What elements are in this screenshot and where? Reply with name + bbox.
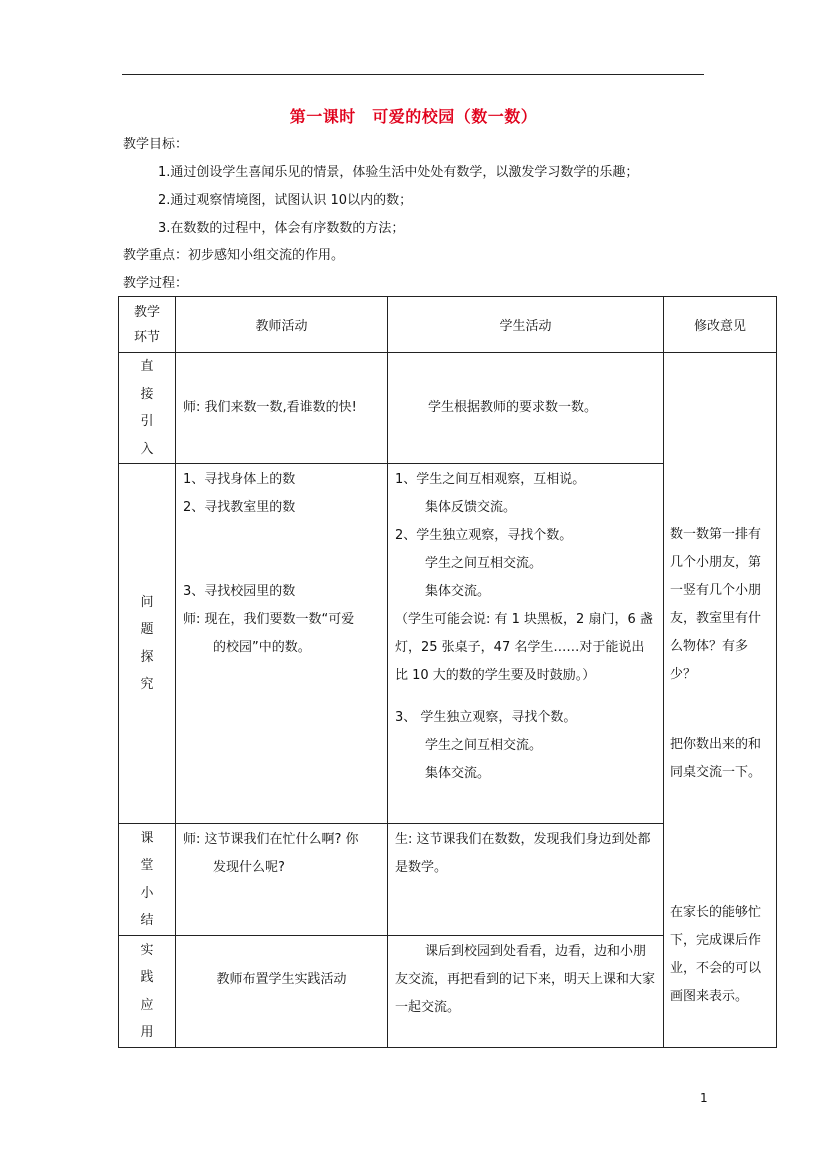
student-line: （学生可能会说: 有 1 块黑板，2 扇门，6 盏灯，25 张桌子，47 名学生……对于能说出比 10 大的数的学生要及时鼓励。） <box>395 612 653 683</box>
spacer <box>395 690 656 704</box>
header-rule <box>122 74 704 75</box>
teacher-cell <box>176 936 388 1048</box>
teacher-line: 教师布置学生实践活动 <box>216 972 347 987</box>
goal-item-2: 2.通过观察情境图，试图认识 10以内的数； <box>158 193 413 208</box>
teacher-line: 师: 这节课我们在忙什么啊? 你 <box>183 832 359 847</box>
student-line: 课后到校园到处看看，边看，边和小朋友交流，再把看到的记下来，明天上课和大家一起交流。 <box>395 944 656 1015</box>
teacher-line: 3、寻找校园里的数 <box>183 584 296 599</box>
teacher-line: 师: 现在，我们要数一数“可爱 <box>183 612 355 627</box>
teacher-line: 的校园”中的数。 <box>213 640 311 655</box>
student-line: 生: 这节课我们在数数，发现我们身边到处都是数学。 <box>395 832 651 875</box>
spacer <box>183 522 380 578</box>
header-teacher: 教师活动 <box>176 297 388 353</box>
teacher-line: 发现什么呢? <box>213 860 285 875</box>
student-line: 集体交流。 <box>425 766 491 781</box>
note-2: 把你数出来的和同桌交流一下。 <box>670 737 762 780</box>
student-line: 学生之间互相交流。 <box>425 738 543 753</box>
student-line: 1、学生之间互相观察，互相说。 <box>395 472 586 487</box>
teacher-cell <box>176 824 388 936</box>
student-cell <box>388 824 664 936</box>
student-cell <box>388 464 664 824</box>
student-line: 学生之间互相交流。 <box>425 556 543 571</box>
teacher-line: 师: 我们来数一数,看谁数的快! <box>183 400 357 415</box>
stage-cell <box>119 353 176 464</box>
page-number: 1 <box>700 1091 708 1105</box>
notes-cell <box>664 353 777 1048</box>
goal-item-1: 1.通过创设学生喜闻乐见的情景，体验生活中处处有数学，以激发学习数学的乐趣； <box>158 165 639 180</box>
stage-label: 直接引入 <box>140 359 154 457</box>
goal-item-3: 3.在数数的过程中，体会有序数数的方法； <box>158 221 405 236</box>
student-line: 集体交流。 <box>425 584 491 599</box>
teacher-line: 2、寻找教室里的数 <box>183 500 296 515</box>
stage-label: 实践应用 <box>140 942 154 1040</box>
header-notes: 修改意见 <box>664 297 777 353</box>
note-3: 在家长的能够忙下，完成课后作业，不会的可以画图来表示。 <box>670 905 762 1004</box>
stage-label: 课堂小结 <box>140 830 154 928</box>
stage-cell <box>119 464 176 824</box>
stage-cell <box>119 936 176 1048</box>
student-line: 2、学生独立观察，寻找个数。 <box>395 528 573 543</box>
student-line: 集体反馈交流。 <box>425 500 517 515</box>
teacher-cell <box>176 464 388 824</box>
header-student: 学生活动 <box>388 297 664 353</box>
header-stage <box>119 297 176 353</box>
page-title: 第一课时 可爱的校园（数一数） <box>289 107 538 126</box>
goals-label: 教学目标： <box>123 137 189 152</box>
lesson-table <box>118 296 777 1048</box>
table-header-row <box>119 297 777 353</box>
student-line: 3、 学生独立观察，寻找个数。 <box>395 710 577 725</box>
teacher-line: 1、寻找身体上的数 <box>183 472 296 487</box>
teacher-cell <box>176 353 388 464</box>
stage-cell <box>119 824 176 936</box>
key-point: 教学重点：初步感知小组交流的作用。 <box>123 248 345 263</box>
student-line: 学生根据教师的要求数一数。 <box>428 400 598 415</box>
stage-label: 问题探究 <box>140 594 154 692</box>
table-row <box>119 353 777 464</box>
note-1: 数一数第一排有几个小朋友，第一竖有几个小朋友，教室里有什么物体？有多少？ <box>670 527 762 682</box>
student-cell <box>388 936 664 1048</box>
header-stage-label: 教学环节 <box>133 304 160 345</box>
student-cell <box>388 353 664 464</box>
process-label: 教学过程： <box>123 276 189 291</box>
